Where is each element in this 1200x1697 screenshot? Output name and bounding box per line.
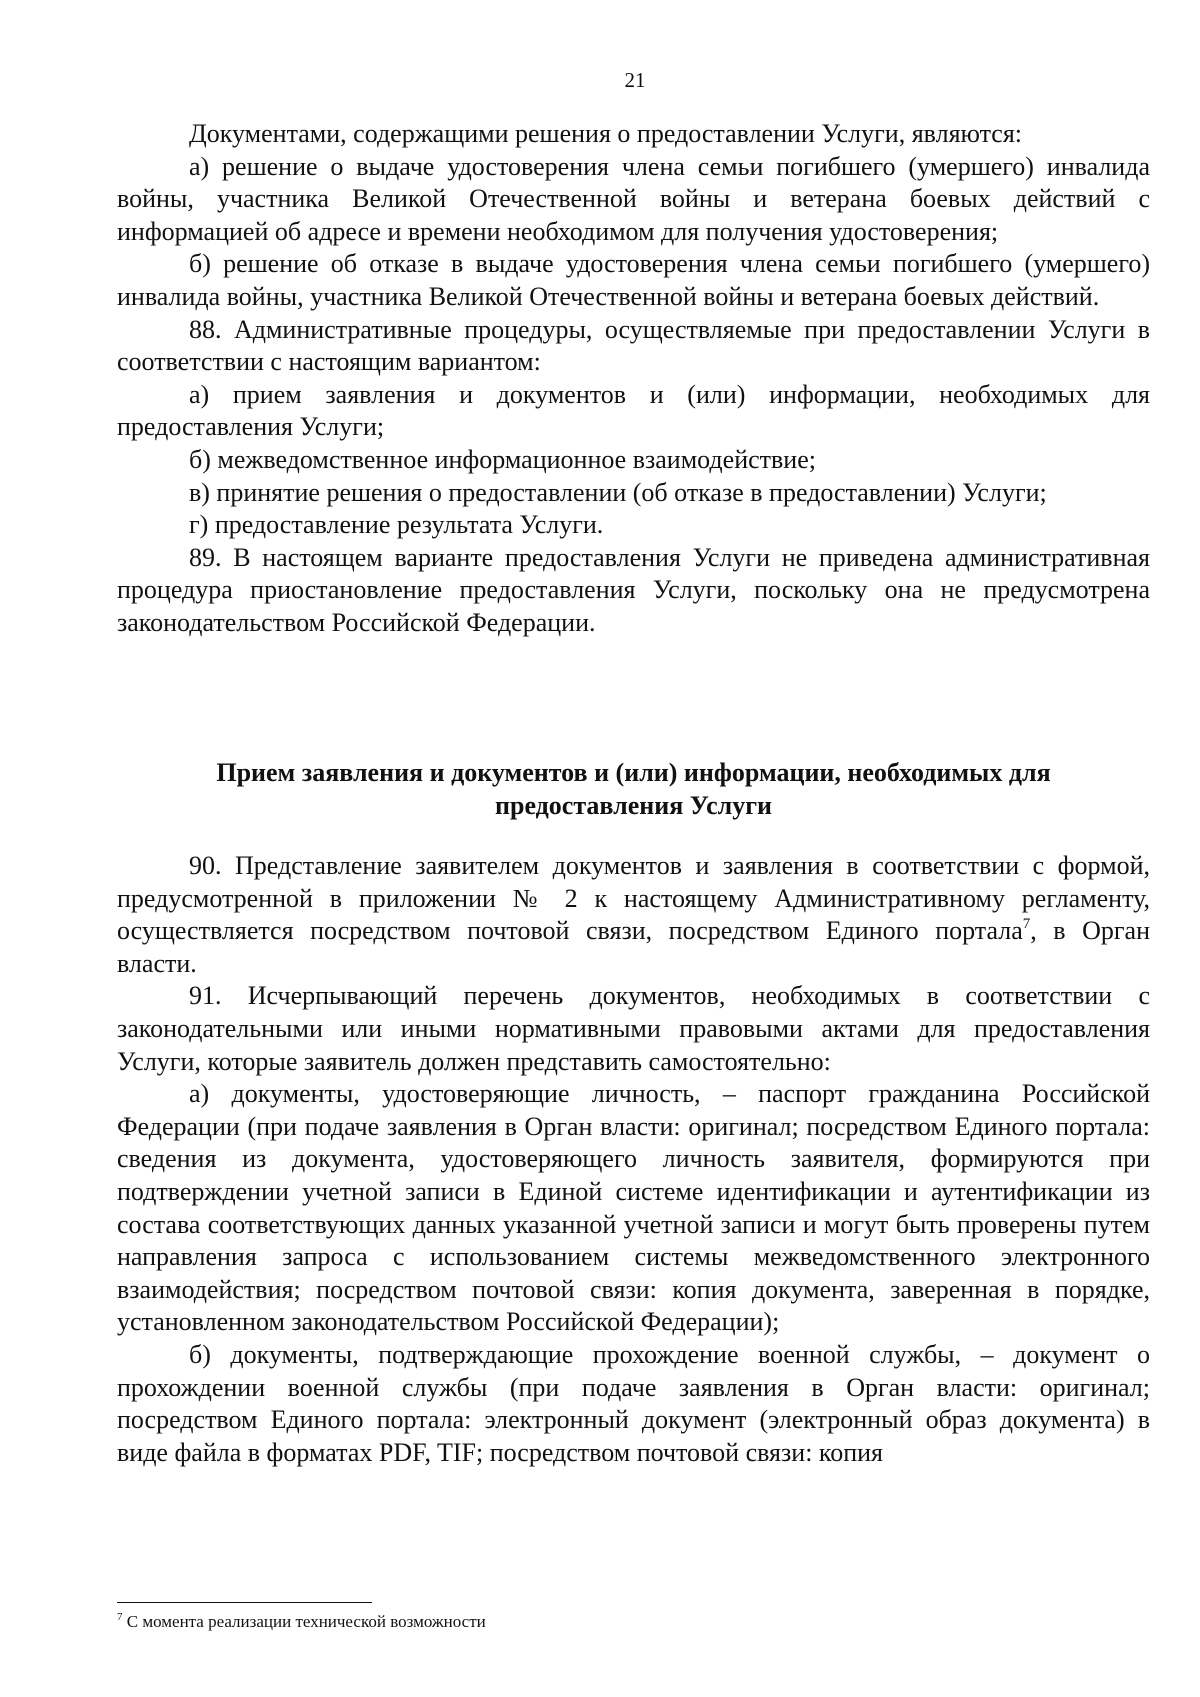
paragraph-docs-b: б) решение об отказе в выдаче удостоверения члена семьи погибшего (умершего) инвалида войны, участника Великой Отечественной войны и ветерана боевых действий. [117, 249, 1150, 311]
paragraph-88-a: а) прием заявления и документов и (или) информации, необходимых для предоставления Услуги; [117, 379, 1150, 442]
paragraph-90-text-end: , в Орган власти. [117, 916, 1150, 978]
paragraph-89: 89. В настоящем варианте предоставления Услуги не приведена административная процедура приостановление предоставления Услуги, поскольку она не предусмотрена законодательством Российской Федерации. [117, 542, 1150, 637]
paragraph-88-b: б) межведомственное информационное взаимодействие; [189, 444, 816, 474]
paragraph-docs-a: а) решение о выдаче удостоверения члена семьи погибшего (умершего) инвалида войны, участника Великой Отечественной войны и ветерана боевых действий с информацией об адресе и времени необходимом для получения удостоверения; [117, 151, 1150, 246]
paragraph-docs-intro: Документами, содержащими решения о предоставлении Услуги, являются: [189, 119, 1023, 148]
intro-text-block [117, 118, 1150, 640]
paragraph-88-v: в) принятие решения о предоставлении (об отказе в предоставлении) Услуги; [189, 477, 1047, 507]
page-number: 21 [624, 68, 646, 92]
section-heading-line-2: предоставления Услуги [495, 790, 772, 820]
section-heading [117, 757, 1150, 822]
section-text-block [117, 850, 1150, 1469]
footnote-text: С момента реализации технической возможности [126, 1612, 486, 1631]
footnote-number: 7 [117, 1611, 123, 1623]
section-heading-line-1: Прием заявления и документов и (или) информации, необходимых для [216, 758, 1051, 787]
paragraph-90 [117, 850, 1150, 980]
paragraph-90-text: 90. Представление заявителем документов и заявления в соответствии с формой, предусмотренной в приложении № 2 к настоящему Административному регламенту, осуществляется посредством почтовой связи, посредством Единого портала [117, 851, 1150, 946]
paragraph-91: 91. Исчерпывающий перечень документов, необходимых в соответствии с законодательными или иными нормативными правовыми актами для предоставления Услуги, которые заявитель должен представить самостоятельно: [117, 981, 1150, 1076]
footnote [117, 1611, 486, 1633]
footnote-reference[interactable]: 7 [1022, 916, 1031, 933]
paragraph-91-b: б) документы, подтверждающие прохождение военной службы, – документ о прохождении военной службы (при подаче заявления в Орган власти: оригинал; посредством Единого портала: электронный документ (электронный образ документа) в виде файла в форматах PDF, TIF; посредством почтовой связи: копия [117, 1339, 1150, 1467]
paragraph-88: 88. Административные процедуры, осуществляемые при предоставлении Услуги в соответствии с настоящим вариантом: [117, 314, 1150, 377]
paragraph-91-a: а) документы, удостоверяющие личность, – паспорт гражданина Российской Федерации (при подаче заявления в Орган власти: оригинал; посредством Единого портала: сведения из документа, удостоверяющего личность заявителя, формируются при подтверждении учетной записи в Единой системе идентификации и аутентификации из состава соответствующих данных указанной учетной записи и могут быть проверены путем направления запроса с использованием системы межведомственного электронного взаимодействия; посредством почтовой связи: копия документа, заверенная в порядке, установленном законодательством Российской Федерации); [117, 1079, 1150, 1337]
paragraph-88-g: г) предоставление результата Услуги. [189, 510, 604, 540]
footnote-divider [117, 1602, 372, 1603]
